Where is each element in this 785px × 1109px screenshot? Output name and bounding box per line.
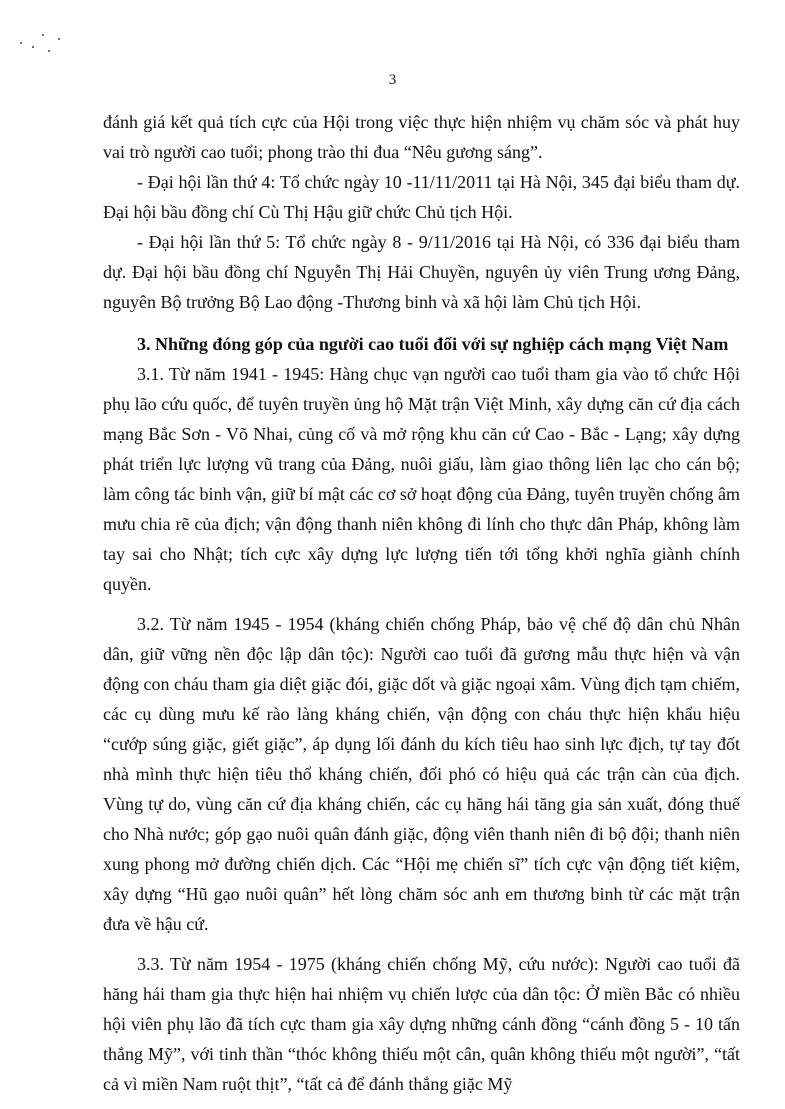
paragraph-continued: đánh giá kết quả tích cực của Hội trong việc thực hiện nhiệm vụ chăm sóc và phát huy vai trò người cao tuổi; phong trào thi đua “Nêu gương sáng”.	[103, 112, 740, 162]
document-body	[103, 107, 740, 1099]
paragraph-congress-5: - Đại hội lần thứ 5: Tổ chức ngày 8 - 9/11/2016 tại Hà Nội, có 336 đại biểu tham dự. Đại hội bầu đồng chí Nguyễn Thị Hải Chuyền, nguyên ủy viên Trung ương Đảng, nguyên Bộ trưởng Bộ Lao động -Thương binh và xã hội làm Chủ tịch Hội.	[103, 232, 740, 312]
paragraph-congress-4: - Đại hội lần thứ 4: Tổ chức ngày 10 -11/11/2011 tại Hà Nội, 345 đại biểu tham dự. Đại hội bầu đồng chí Cù Thị Hậu giữ chức Chủ tịch Hội.	[103, 172, 740, 222]
section-heading: 3. Những đóng góp của người cao tuổi đối với sự nghiệp cách mạng Việt Nam	[137, 334, 729, 354]
paragraph-3-3: 3.3. Từ năm 1954 - 1975 (kháng chiến chống Mỹ, cứu nước): Người cao tuổi đã hăng hái tham gia thực hiện hai nhiệm vụ chiến lược của dân tộc: Ở miền Bắc có nhiều hội viên phụ lão đã tích cực tham gia xây dựng những cánh đồng “cánh đồng 5 - 10 tấn thắng Mỹ”, với tinh thần “thóc không thiếu một cân, quân không thiếu một người”, “tất cả vì miền Nam ruột thịt”, “tất cả để đánh thắng giặc Mỹ	[103, 954, 740, 1094]
scan-specks	[18, 24, 78, 64]
paragraph-3-2: 3.2. Từ năm 1945 - 1954 (kháng chiến chống Pháp, bảo vệ chế độ dân chủ Nhân dân, giữ vững nền độc lập dân tộc): Người cao tuổi đã gương mẫu thực hiện và vận động con cháu tham gia diệt giặc đói, giặc dốt và giặc ngoại xâm. Vùng địch tạm chiếm, các cụ dùng mưu kế rào làng kháng chiến, vận động con cháu thực hiện khẩu hiệu “cướp súng giặc, giết giặc”, áp dụng lối đánh du kích tiêu hao sinh lực địch, tự tay đốt nhà mình thực hiện tiêu thổ kháng chiến, đối phó có hiệu quả các trận càn của địch. Vùng tự do, vùng căn cứ địa kháng chiến, các cụ hăng hái tăng gia sản xuất, đóng thuế cho Nhà nước; góp gạo nuôi quân đánh giặc, động viên thanh niên đi bộ đội; thanh niên xung phong mở đường chiến dịch. Các “Hội mẹ chiến sĩ” tích cực vận động tiết kiệm, xây dựng “Hũ gạo nuôi quân” hết lòng chăm sóc anh em thương binh từ các mặt trận đưa về hậu cứ.	[103, 614, 740, 934]
page-number: 3	[388, 72, 397, 88]
paragraph-3-1: 3.1. Từ năm 1941 - 1945: Hàng chục vạn người cao tuổi tham gia vào tổ chức Hội phụ lão cứu quốc, để tuyên truyền ủng hộ Mặt trận Việt Minh, xây dựng căn cứ địa cách mạng Bắc Sơn - Võ Nhai, củng cố và mở rộng khu căn cứ Cao - Bắc - Lạng; xây dựng phát triển lực lượng vũ trang của Đảng, nuôi giấu, làm giao thông liên lạc cho cán bộ; làm công tác binh vận, giữ bí mật các cơ sở hoạt động của Đảng, tuyên truyền chống âm mưu chia rẽ của địch; vận động thanh niên không đi lính cho thực dân Pháp, không làm tay sai cho Nhật; tích cực xây dựng lực lượng tiến tới tổng khởi nghĩa giành chính quyền.	[103, 364, 740, 594]
